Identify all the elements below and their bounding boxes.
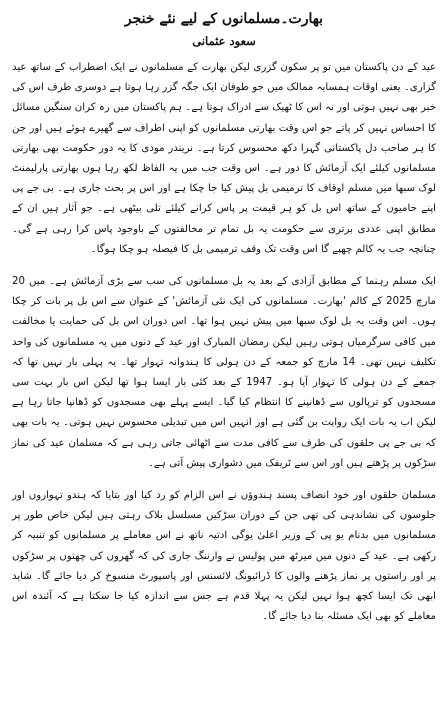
article-paragraph: مسلمان حلقوں اور خود انصاف پسند ہندوؤں نے اس الزام کو رد کیا اور بتایا کہ ہندو تہواروں اور جلوسوں کی نشاندہی کی تھی جن کے دوران سڑکیں مسلسل بلاک رہتی ہیں لیکن خاص طور پر مسلمانوں میں بدنام یو پی کے وزیر اعلیٰ یوگی ادتیہ ناتھ نے اس معاملے پر مسلمانوں کو تنبیہ کر رکھی ہے۔ عید کے دنوں میں میرٹھ میں پولیس نے وارننگ جاری کی کہ گھروں کی چھتوں پر سڑکوں پر اور راستوں پر نماز پڑھنے والوں کا ڈرائیونگ لائسنس اور پاسپورٹ منسوخ کر دیا جائے گا۔ شاید ابھی تک ایسا کچھ ہوا نہیں لیکن یہ پہلا قدم ہے جس سے اندازہ کیا جا سکتا ہے کہ آئندہ اس معاملے کو بھی ایک مسئلہ بنا دیا جائے گا۔ bbox=[12, 490, 436, 623]
article-paragraph: ایک مسلم رہنما کے مطابق آزادی کے بعد یہ بل مسلمانوں کی سب سے بڑی آزمائش ہے۔ میں 20 مارچ 2025 کے کالم 'بھارت۔ مسلمانوں کی ایک نئی آزمائش' کے عنوان سے اس بل پر بات کر چکا ہوں۔ اس وقت یہ بل لوک سبھا میں پیش نہیں ہوا تھا۔ اس دوران اس بل کی حمایت یا مخالفت میں کافی سرگرمیاں ہوتی رہیں لیکن رمضان المبارک اور عید کے دنوں میں یہ مسلمانوں کی واحد تکلیف نہیں تھی۔ 14 مارچ کو جمعہ کے دن ہولی کا ہندوانہ تہوار تھا۔ یہ پہلی بار نہیں تھا کہ جمعے کے دن ہولی کا تہوار آیا ہو۔ 1947 کے بعد کئی بار ایسا ہوا تھا لیکن اس بار بہت سی مسجدوں کو ترپالوں سے ڈھانپنے کا انتظام کیا گیا۔ ایسے پہلے بھی مسجدوں کو ڈھانپا جاتا رہا ہے لیکن اب یہ بات ایک روایت بن گئی ہے اور انہیں اس میں تبدیلی محسوس نہیں ہوتی۔ یہ بات بھی کہ بی جے پی حلقوں کی طرف سے کافی مدت سے اٹھائی جاتی رہی ہے کہ مسلمان عید کی نماز سڑکوں پر پڑھتے ہیں اور اس سے ٹریفک میں دشواری پیش آتی ہے۔ bbox=[12, 276, 437, 469]
author-byline: سعود عثمانی bbox=[192, 34, 256, 48]
article-paragraph: عید کے دن پاکستان میں تو پر سکون گزری لیکن بھارت کے مسلمانوں نے ایک اضطراب کے ساتھ عید گزاری۔ یعنی اوقات ہمسایہ ممالک میں جو طوفان ایک جگہ گزر رہا ہوتا ہے دوسری طرف اس کی خبر بھی نہیں ہوتی اور نہ اس کا ٹھیک سے ادراک ہوتا ہے۔ ہم پاکستان میں رہ کران سنگین مسائل کا احساس نہیں کر پاتے جو اس وقت بھارتی مسلمانوں کو اپنی اطراف سے گھیرے ہوئے ہیں اور جن کا ہر صاحب دل پاکستانی گہرا دکھ محسوس کرتا ہے۔ نریندر مودی کا یہ دور حکومت بھی بھارتی مسلمانوں کیلئے ایک آزمائش کا دور ہے۔ اس وقت جب میں یہ الفاظ لکھ رہا ہوں بھارتی پارلیمنٹ لوک سبھا میں مسلم اوقاف کا ترمیمی بل پیش کیا جا چکا ہے اور اس پر بحث جاری ہے۔ بی جے پی اپنے حامیوں کے ساتھ اس بل کو ہر قیمت پر پاس کرانے کیلئے تلی بیٹھی ہے۔ جو آثار ہیں ان کے مطابق اپنی عددی برتری سے حکومت یہ بل تمام تر مخالفتوں کے باوجود پاس کرا رہی ہے گی۔ چنانچہ جب یہ کالم چھپے گا اس وقت تک وقف ترمیمی بل کا فیصلہ ہو چکا ہوگا۔ bbox=[12, 62, 436, 255]
article-headline: بھارت۔مسلمانوں کے لیے نئے خنجر bbox=[124, 11, 324, 27]
article-body bbox=[12, 58, 436, 627]
